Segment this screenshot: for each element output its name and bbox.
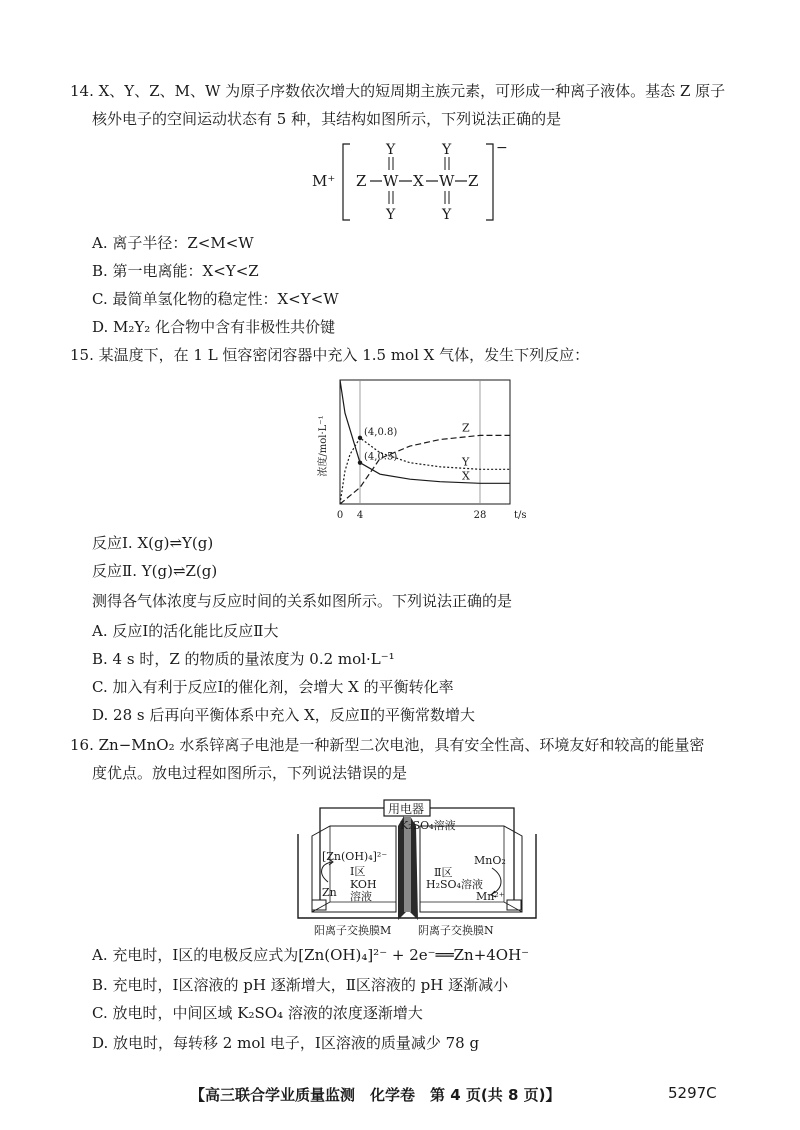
atom-z-left: Z (356, 172, 367, 190)
q16-battery-diagram (292, 796, 542, 938)
atom-w-right: W (439, 172, 455, 190)
page-footer-title: 【高三联合学业质量监测 化学卷 第 4 页(共 8 页)】 (190, 1086, 561, 1104)
q16-stem-line2: 度优点。放电过程如图所示，下列说法错误的是 (92, 764, 408, 782)
left-species-label: [Zn(OH)₄]²⁻ (322, 850, 388, 863)
q14-option-c: C. 最简单氢化物的稳定性：X<Y<W (92, 290, 339, 308)
q16-option-d: D. 放电时，每转移 2 mol 电子，Ⅰ区溶液的质量减少 78 g (92, 1034, 480, 1052)
q14-stem-line1: 14. X、Y、Z、M、W 为原子序数依次增大的短周期主族元素，可形成一种离子液体。基态 Z 原子 (70, 82, 726, 100)
atom-x: X (413, 172, 424, 190)
atom-y-top-left: Y (386, 142, 396, 158)
chart-xtick-0: 0 (336, 510, 344, 521)
q15-option-b: B. 4 s 时，Z 的物质的量浓度为 0.2 mol·L⁻¹ (92, 650, 395, 668)
q15-concentration-chart (310, 376, 530, 528)
chart-point-1 (358, 460, 362, 464)
chart-xtick-28: 28 (473, 510, 487, 521)
chart-series-label-Y: Y (462, 455, 470, 469)
left-region-label: Ⅰ区 (350, 865, 366, 878)
q15-option-a: A. 反应Ⅰ的活化能比反应Ⅱ大 (92, 622, 279, 640)
middle-solution-label: K₂SO₄溶液 (400, 819, 456, 832)
chart-ylabel: 浓度/mol·L⁻¹ (318, 415, 329, 477)
membrane-n-label: 阴离子交换膜N (418, 924, 494, 937)
chart-annotation-0: (4,0.8) (364, 426, 398, 438)
q14-ionic-liquid-structure (310, 140, 520, 224)
atom-z-right: Z (468, 172, 479, 190)
right-ion-label: Mn²⁺ (476, 890, 505, 903)
atom-y-top-right: Y (442, 142, 452, 158)
q14-option-a: A. 离子半径：Z<M<W (92, 234, 254, 252)
chart-xtick-4: 4 (356, 510, 364, 521)
q16-option-a: A. 充电时，Ⅰ区的电极反应式为[Zn(OH)₄]²⁻ + 2e⁻══Zn+4OH⁻ (92, 946, 530, 964)
q15-stem-line2: 测得各气体浓度与反应时间的关系如图所示。下列说法正确的是 (92, 592, 513, 610)
structure-charge: − (496, 140, 508, 156)
left-solution-label-1: KOH (350, 878, 377, 891)
right-region-label: Ⅱ区 (434, 866, 453, 879)
q16-option-c: C. 放电时，中间区域 K₂SO₄ 溶液的浓度逐渐增大 (92, 1004, 423, 1022)
membrane-m-label: 阳离子交换膜M (314, 924, 392, 937)
q15-reaction-1: 反应Ⅰ. X(g)⇌Y(g) (92, 534, 214, 552)
chart-series-label-X: X (462, 469, 470, 483)
chart-series-label-Z: Z (462, 421, 470, 435)
chart-series-Y (340, 438, 510, 504)
atom-w-left: W (383, 172, 399, 190)
structure-cation: M⁺ (312, 172, 336, 190)
q16-stem-line1: 16. Zn−MnO₂ 水系锌离子电池是一种新型二次电池，具有安全性高、环境友好和较高的能量密 (70, 736, 705, 754)
left-arrow (322, 862, 332, 882)
device-label: 用电器 (388, 802, 425, 816)
q15-stem-line1: 15. 某温度下，在 1 L 恒容密闭容器中充入 1.5 mol X 气体，发生下列反应： (70, 346, 590, 364)
structure-bracket-right (486, 144, 493, 220)
q14-option-d: D. M₂Y₂ 化合物中含有非极性共价键 (92, 318, 336, 336)
left-solution-label-2: 溶液 (350, 890, 372, 903)
atom-y-bottom-right: Y (442, 207, 452, 223)
right-species-label: MnO₂ (474, 854, 506, 867)
q15-option-d: D. 28 s 后再向平衡体系中充入 X，反应Ⅱ的平衡常数增大 (92, 706, 475, 724)
q14-option-b: B. 第一电离能：X<Y<Z (92, 262, 259, 280)
structure-bracket-left (343, 144, 350, 220)
q15-reaction-2: 反应Ⅱ. Y(g)⇌Z(g) (92, 562, 218, 580)
right-solution-label: H₂SO₄溶液 (426, 878, 483, 891)
page-footer-code: 5297C (668, 1084, 717, 1102)
q14-stem-line2: 核外电子的空间运动状态有 5 种，其结构如图所示，下列说法正确的是 (92, 110, 562, 128)
q15-option-c: C. 加入有利于反应Ⅰ的催化剂，会增大 X 的平衡转化率 (92, 678, 454, 696)
chart-annotation-1: (4,0.5) (364, 451, 398, 463)
atom-y-bottom-left: Y (386, 207, 396, 223)
left-electrode-label: Zn (322, 886, 337, 899)
chart-point-0 (358, 436, 362, 440)
chart-xlabel: t/s (514, 510, 527, 521)
q16-option-b: B. 充电时，Ⅰ区溶液的 pH 逐渐增大，Ⅱ区溶液的 pH 逐渐减小 (92, 976, 509, 994)
